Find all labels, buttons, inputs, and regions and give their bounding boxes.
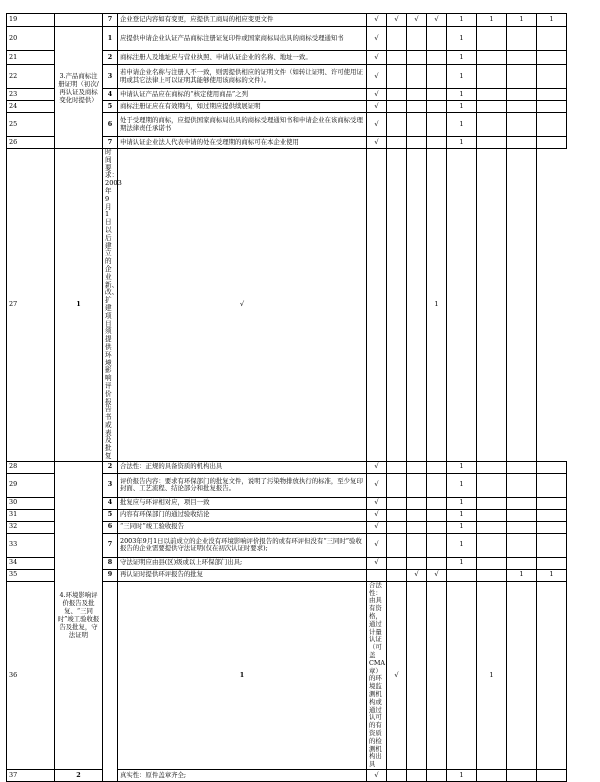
score-value — [507, 101, 537, 113]
score-value — [507, 51, 537, 65]
check-mark: √ — [367, 461, 387, 473]
category-cell-empty — [55, 14, 103, 27]
category-label: 3.产品商标注册证明（初次/再认证及商标变化时提供） — [55, 27, 103, 149]
score-value: 1 — [477, 14, 507, 27]
score-value: 1 — [447, 557, 477, 569]
row-number: 34 — [7, 557, 55, 569]
score-value: 1 — [537, 569, 567, 581]
score-value — [507, 770, 537, 782]
check-mark — [407, 521, 427, 533]
item-number: 7 — [103, 137, 118, 149]
score-value: 1 — [447, 473, 477, 497]
row-number: 31 — [7, 509, 55, 521]
score-value: 1 — [537, 14, 567, 27]
requirement-text: 守法证明应由县(区)级或以上环保部门出具; — [118, 557, 367, 569]
row-number: 23 — [7, 89, 55, 101]
table-row — [7, 770, 567, 782]
score-value — [537, 509, 567, 521]
score-value — [537, 27, 567, 51]
score-value: 1 — [447, 509, 477, 521]
check-mark — [427, 581, 447, 769]
row-number: 25 — [7, 113, 55, 137]
check-mark: √ — [367, 14, 387, 27]
score-value — [507, 149, 537, 462]
score-value — [507, 497, 537, 509]
check-mark — [447, 581, 477, 769]
score-value — [507, 473, 537, 497]
score-value: 1 — [447, 461, 477, 473]
score-value — [477, 533, 507, 557]
item-number: 2 — [103, 461, 118, 473]
requirement-text: 申请认证企业法人代表申请的处在受理期的商标可在本企业使用 — [118, 137, 367, 149]
row-number: 29 — [7, 473, 55, 497]
score-value — [477, 89, 507, 101]
score-value — [477, 27, 507, 51]
check-mark: √ — [367, 533, 387, 557]
score-value — [477, 509, 507, 521]
item-number: 9 — [103, 569, 118, 581]
check-mark — [367, 569, 387, 581]
item-number: 4 — [103, 89, 118, 101]
score-value — [477, 101, 507, 113]
check-mark — [427, 113, 447, 137]
check-mark — [407, 497, 427, 509]
score-value — [537, 497, 567, 509]
check-mark: √ — [367, 521, 387, 533]
check-mark — [427, 27, 447, 51]
check-mark — [407, 149, 427, 462]
check-mark — [367, 149, 387, 462]
score-value — [477, 113, 507, 137]
check-mark — [407, 557, 427, 569]
score-value — [477, 521, 507, 533]
score-value — [537, 581, 567, 769]
item-number: 3 — [103, 473, 118, 497]
requirement-text: 内容有环保部门的通过验收结论 — [118, 509, 367, 521]
check-mark — [427, 509, 447, 521]
score-value: 1 — [447, 497, 477, 509]
score-value — [507, 137, 537, 149]
score-value — [507, 461, 537, 473]
score-value — [507, 509, 537, 521]
category-label: 4.环境影响评价报告及批复、“三同时”竣工验收报告及批复，守法证明 — [55, 461, 103, 769]
check-mark: √ — [367, 27, 387, 51]
check-mark: √ — [367, 770, 387, 782]
check-mark — [387, 89, 407, 101]
score-value — [447, 569, 477, 581]
check-mark: √ — [427, 14, 447, 27]
row-number: 33 — [7, 533, 55, 557]
item-number: 4 — [103, 497, 118, 509]
table-row — [7, 27, 567, 51]
row-number: 20 — [7, 27, 55, 51]
score-value: 1 — [447, 521, 477, 533]
check-mark — [387, 533, 407, 557]
row-number: 22 — [7, 65, 55, 89]
score-value — [537, 113, 567, 137]
score-value — [537, 137, 567, 149]
check-mark — [387, 113, 407, 137]
check-mark — [407, 473, 427, 497]
item-number: 6 — [103, 113, 118, 137]
score-value — [507, 521, 537, 533]
row-number: 30 — [7, 497, 55, 509]
item-number: 2 — [103, 51, 118, 65]
check-mark — [407, 65, 427, 89]
requirement-text: 应提供申请企业认证产品商标注册证复印件或国家商标局出具的商标受理通知书 — [118, 27, 367, 51]
check-mark — [427, 521, 447, 533]
score-value: 1 — [507, 14, 537, 27]
check-mark — [407, 770, 427, 782]
check-mark — [387, 27, 407, 51]
check-mark — [427, 770, 447, 782]
item-number: 5 — [103, 101, 118, 113]
row-number: 27 — [7, 149, 55, 462]
requirement-text: 若申请企业名称与注册人不一致，则需提供相应的证明文件（如转让证明、许可使用证明或其它法律上可以证明其能够使用该商标的文件）。 — [118, 65, 367, 89]
score-value: 1 — [447, 101, 477, 113]
score-value — [537, 557, 567, 569]
table-row — [7, 149, 567, 462]
check-mark — [427, 89, 447, 101]
check-mark: √ — [367, 89, 387, 101]
requirement-text: 2003年9月1日以前成立的企业没有环境影响评价报告的或有环评但没有“三同时”验收报告的企业需要提供守法证明(仅在初次认证时要求); — [118, 533, 367, 557]
requirement-text: 评价报告内容：要求有环保部门的批复文件，说明了污染物排放执行的标准，至少复印封面、工艺流程、结论部分和批复报告。 — [118, 473, 367, 497]
item-number: 1 — [118, 581, 367, 769]
category-cell-empty — [103, 581, 118, 781]
row-number: 35 — [7, 569, 55, 581]
check-mark — [427, 473, 447, 497]
requirement-text: 企业登记内容如有变更，应提供工商局的相应变更文件 — [118, 14, 367, 27]
check-mark — [427, 533, 447, 557]
check-mark — [387, 497, 407, 509]
score-value: 1 — [447, 51, 477, 65]
score-value — [477, 149, 507, 462]
score-value — [507, 27, 537, 51]
row-number: 19 — [7, 14, 55, 27]
check-mark — [427, 101, 447, 113]
check-mark: √ — [367, 113, 387, 137]
item-number: 1 — [55, 149, 103, 462]
score-value: 1 — [447, 14, 477, 27]
score-value — [537, 473, 567, 497]
check-mark — [427, 65, 447, 89]
check-mark — [387, 770, 407, 782]
score-value: 1 — [447, 770, 477, 782]
score-value — [537, 533, 567, 557]
score-value — [537, 101, 567, 113]
score-value — [477, 497, 507, 509]
score-value — [477, 557, 507, 569]
check-mark — [407, 89, 427, 101]
table-body — [7, 14, 567, 782]
check-mark — [427, 137, 447, 149]
check-mark: √ — [118, 149, 367, 462]
score-value — [447, 149, 477, 462]
check-mark — [407, 581, 427, 769]
check-mark — [387, 65, 407, 89]
check-mark — [427, 497, 447, 509]
check-mark: √ — [367, 473, 387, 497]
item-number: 1 — [103, 27, 118, 51]
row-number: 37 — [7, 770, 55, 782]
requirement-text: 商标注册证应在有效期内，如过期应提供续展证明 — [118, 101, 367, 113]
check-mark: √ — [367, 509, 387, 521]
check-mark: √ — [427, 569, 447, 581]
check-mark: √ — [367, 497, 387, 509]
score-value — [477, 569, 507, 581]
score-value — [507, 557, 537, 569]
score-value: 1 — [447, 27, 477, 51]
score-value — [537, 521, 567, 533]
requirement-text: 批复应与环评相对应，项目一致 — [118, 497, 367, 509]
score-value — [537, 770, 567, 782]
check-mark — [427, 461, 447, 473]
check-mark — [387, 521, 407, 533]
row-number: 26 — [7, 137, 55, 149]
check-mark — [427, 51, 447, 65]
score-value: 1 — [427, 149, 447, 462]
score-value — [477, 65, 507, 89]
row-number: 32 — [7, 521, 55, 533]
score-value: 1 — [447, 137, 477, 149]
check-mark — [387, 557, 407, 569]
row-number: 21 — [7, 51, 55, 65]
item-number: 2 — [55, 770, 103, 782]
score-value: 1 — [447, 533, 477, 557]
item-number: 7 — [103, 14, 118, 27]
requirement-text: 商标注册人及地址应与营业执照、申请认证企业的名称、地址一致。 — [118, 51, 367, 65]
score-value — [507, 89, 537, 101]
check-mark — [407, 533, 427, 557]
check-mark — [407, 27, 427, 51]
requirement-text: 再认证时提供环评报告的批复 — [118, 569, 367, 581]
requirement-text: 真实性：原件盖章齐全; — [118, 770, 367, 782]
score-value — [477, 137, 507, 149]
item-number: 3 — [103, 65, 118, 89]
requirement-text: 处于受理期的商标，应提供国家商标局出具的商标受理通知书和申请企业在该商标受理期法律责任承诺书 — [118, 113, 367, 137]
score-value — [477, 51, 507, 65]
item-number: 8 — [103, 557, 118, 569]
check-mark — [387, 51, 407, 65]
score-value: 1 — [447, 65, 477, 89]
check-mark — [387, 101, 407, 113]
table-row — [7, 14, 567, 27]
score-value — [537, 65, 567, 89]
score-value — [477, 770, 507, 782]
check-mark — [387, 149, 407, 462]
check-mark: √ — [367, 557, 387, 569]
score-value — [507, 65, 537, 89]
check-mark — [427, 557, 447, 569]
requirement-text: 时间要求：2003年9月1日以后建立的企业新、改、扩建项目须提供环境影响评价报告书或表及批复 — [103, 149, 118, 462]
score-value — [507, 533, 537, 557]
row-number: 28 — [7, 461, 55, 473]
requirement-text: 申请认证产品应在商标的“核定使用商品”之列 — [118, 89, 367, 101]
score-value — [507, 113, 537, 137]
check-mark — [407, 509, 427, 521]
score-value: 1 — [447, 89, 477, 101]
check-mark: √ — [407, 14, 427, 27]
table-row — [7, 461, 567, 473]
score-value — [507, 581, 537, 769]
score-value — [537, 89, 567, 101]
requirements-table — [6, 13, 567, 782]
score-value — [477, 473, 507, 497]
check-mark — [407, 113, 427, 137]
score-value — [477, 461, 507, 473]
check-mark — [387, 137, 407, 149]
check-mark — [407, 461, 427, 473]
requirement-text: “三同时”竣工验收报告 — [118, 521, 367, 533]
check-mark: √ — [367, 65, 387, 89]
check-mark — [407, 137, 427, 149]
check-mark — [387, 461, 407, 473]
row-number: 36 — [7, 581, 55, 769]
score-value — [537, 51, 567, 65]
row-number: 24 — [7, 101, 55, 113]
requirement-text: 合法性：正规的具备资质的机构出具 — [118, 461, 367, 473]
requirement-text: 合法性：由具有资格，通过计量认证（可盖CMA章）的环境监测机构或通过认可的有资质的检测机构出具 — [367, 581, 387, 769]
check-mark — [387, 509, 407, 521]
check-mark: √ — [367, 137, 387, 149]
check-mark: √ — [387, 14, 407, 27]
score-value: 1 — [447, 113, 477, 137]
check-mark — [387, 569, 407, 581]
item-number: 7 — [103, 533, 118, 557]
check-mark — [407, 51, 427, 65]
score-value — [537, 461, 567, 473]
check-mark: √ — [387, 581, 407, 769]
item-number: 6 — [103, 521, 118, 533]
check-mark: √ — [407, 569, 427, 581]
check-mark: √ — [367, 101, 387, 113]
score-value: 1 — [477, 581, 507, 769]
check-mark: √ — [367, 51, 387, 65]
check-mark — [387, 473, 407, 497]
item-number: 5 — [103, 509, 118, 521]
check-mark — [407, 101, 427, 113]
score-value: 1 — [507, 569, 537, 581]
